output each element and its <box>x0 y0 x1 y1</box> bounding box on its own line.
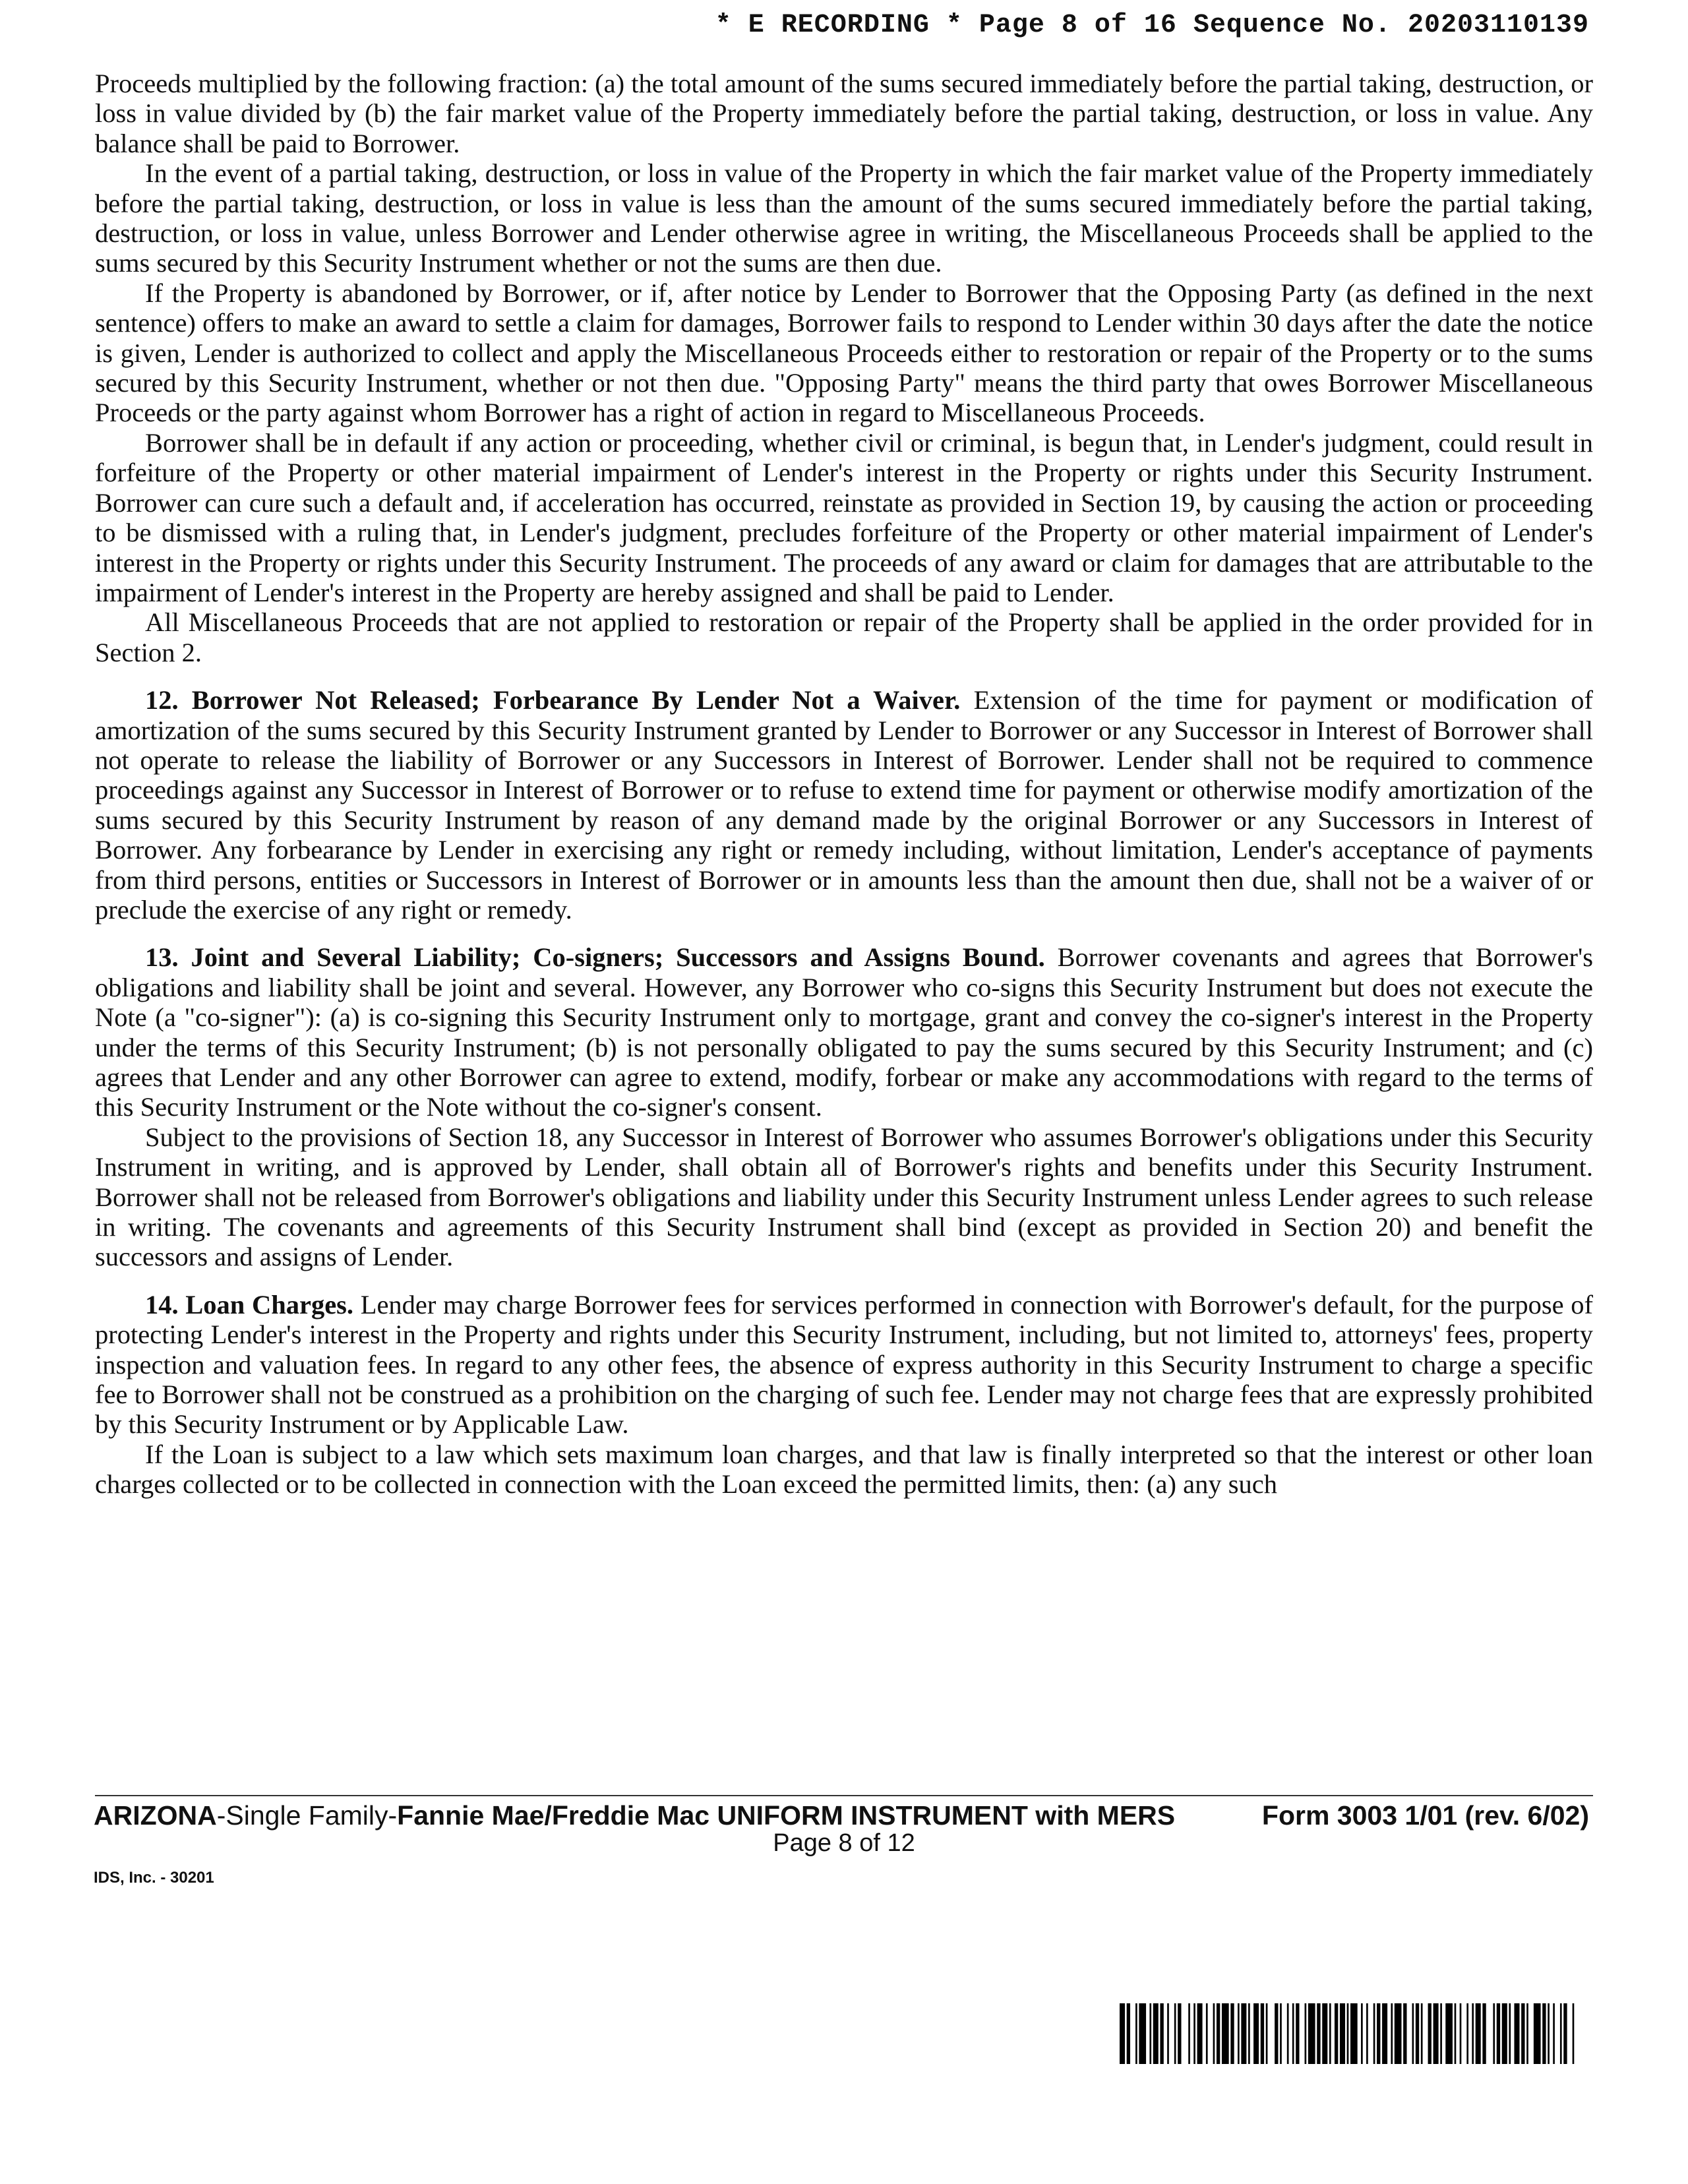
footer-form-title <box>94 1800 1175 1831</box>
barcode-bar <box>1335 2003 1338 2064</box>
barcode-bar <box>1433 2003 1439 2064</box>
barcode-bar <box>1493 2003 1495 2064</box>
barcode-bar <box>1193 2003 1195 2064</box>
footer-instrument: Fannie Mae/Freddie Mac UNIFORM INSTRUMENT with MERS <box>397 1800 1176 1831</box>
barcode-bar <box>1261 2003 1264 2064</box>
barcode-bar <box>1382 2003 1387 2064</box>
barcode-bar <box>1534 2003 1541 2064</box>
barcode-bar <box>1322 2003 1327 2064</box>
barcode-bar <box>1329 2003 1331 2064</box>
section-12-title: 12. Borrower Not Released; Forbearance By Lender Not a Waiver. <box>145 685 961 715</box>
footer-family: -Single Family- <box>216 1800 398 1831</box>
barcode-bar <box>1373 2003 1375 2064</box>
paragraph-partial-taking: In the event of a partial taking, destruction, or loss in value of the Property in which the fair market value of the Property immediately before the partial taking, destruction, or loss in value is less than the amount of the sums secured immediately before the partial taking, destruction, or loss in value, unless Borrower and Lender otherwise agree in writing, the Miscellaneous Proceeds shall be applied to the sums secured by this Security Instrument whether or not the sums are then due. <box>95 158 1593 278</box>
barcode-bar <box>1548 2003 1550 2064</box>
barcode-bar <box>1391 2003 1393 2064</box>
barcode-bar <box>1188 2003 1190 2064</box>
barcode-bar <box>1127 2003 1130 2064</box>
barcode-bar <box>1560 2003 1562 2064</box>
barcode-bar <box>1412 2003 1414 2064</box>
barcode-bar <box>1139 2003 1146 2064</box>
barcode-bar <box>1266 2003 1268 2064</box>
barcode-bar <box>1287 2003 1289 2064</box>
barcode-bar <box>1563 2003 1567 2064</box>
footer-divider <box>95 1795 1593 1796</box>
barcode-bar <box>1514 2003 1519 2064</box>
footer-state: ARIZONA <box>94 1800 217 1831</box>
barcode-bar <box>1421 2003 1423 2064</box>
barcode-bar <box>1476 2003 1481 2064</box>
barcode-bar <box>1509 2003 1511 2064</box>
barcode-bar <box>1366 2003 1368 2064</box>
paragraph-abandoned-property: If the Property is abandoned by Borrower, or if, after notice by Lender to Borrower that the Opposing Party (as defined in the next sentence) offers to make an award to settle a claim for damages, Borrower fails to respond to Lender within 30 days after the date the notice is given, Lender is authorized to collect and apply the Miscellaneous Proceeds either to restoration or repair of the Property or to the sums secured by this Security Instrument, whether or not then due. "Opposing Party" means the third party that owes Borrower Miscellaneous Proceeds or the party against whom Borrower has a right of action in regard to Miscellaneous Proceeds. <box>95 278 1593 428</box>
barcode-bar <box>1241 2003 1246 2064</box>
barcode-bar <box>1428 2003 1432 2064</box>
barcode-bar <box>1153 2003 1159 2064</box>
barcode-bar <box>1526 2003 1528 2064</box>
barcode-bar <box>1167 2003 1169 2064</box>
barcode-bar <box>1466 2003 1468 2064</box>
barcode-bar <box>1521 2003 1524 2064</box>
section-13 <box>95 942 1593 1122</box>
barcode-bar <box>1248 2003 1250 2064</box>
barcode-bar <box>1149 2003 1151 2064</box>
barcode-bar <box>1553 2003 1555 2064</box>
barcode-bar <box>1160 2003 1163 2064</box>
barcode-bar <box>1455 2003 1457 2064</box>
section-13-paragraph-2: Subject to the provisions of Section 18, any Successor in Interest of Borrower who assumes Borrower's obligations under this Security Instrument in writing, and is approved by Lender, shall obtain all of Borrower's rights and benefits under this Security Instrument. Borrower shall not be released from Borrower's obligations and liability under this Security Instrument unless Lender agrees to such release in writing. The covenants and agreements of this Security Instrument shall bind (except as provided in Section 20) and benefit the successors and assigns of Lender. <box>95 1122 1593 1272</box>
barcode-bar <box>1377 2003 1380 2064</box>
section-12 <box>95 685 1593 925</box>
barcode-bar <box>1296 2003 1299 2064</box>
barcode-bar <box>1275 2003 1278 2064</box>
paragraph-misc-proceeds: All Miscellaneous Proceeds that are not applied to restoration or repair of the Property shall be applied in the order provided for in Section 2. <box>95 607 1593 667</box>
barcode-bar <box>1238 2003 1240 2064</box>
barcode-bar <box>1573 2003 1575 2064</box>
barcode-bar <box>1222 2003 1229 2064</box>
barcode <box>1120 2003 1581 2064</box>
section-13-text: Borrower covenants and agrees that Borrower's obligations and liability shall be joint and several. However, any Borrower who co-signs this Security Instrument but does not execute the Note (a "co-signer"): (a) is co-signing this Security Instrument only to mortgage, grant and convey the co-signer's interest in the Property under the terms of this Security Instrument; (b) is not personally obligated to pay the sums secured by this Security Instrument; and (c) agrees that Lender and any other Borrower can agree to extend, modify, forbear or make any accommodations with regard to the terms of this Security Instrument or the Note without the co-signer's consent. <box>95 942 1594 1122</box>
barcode-bar <box>1460 2003 1462 2064</box>
barcode-bar <box>1497 2003 1500 2064</box>
section-13-title: 13. Joint and Several Liability; Co-signers; Successors and Assigns Bound. <box>145 942 1045 973</box>
barcode-bar <box>1440 2003 1442 2064</box>
barcode-bar <box>1482 2003 1486 2064</box>
barcode-bars <box>1120 2003 1574 2064</box>
barcode-bar <box>1292 2003 1294 2064</box>
barcode-bar <box>1445 2003 1453 2064</box>
barcode-bar <box>1213 2003 1215 2064</box>
paragraph-borrower-default: Borrower shall be in default if any action or proceeding, whether civil or criminal, is begun that, in Lender's judgment, could result in forfeiture of the Property or other material impairment of Lender's interest in the Property or rights under this Security Instrument. Borrower can cure such a default and, if acceleration has occurred, reinstate as provided in Section 19, by causing the action or proceeding to be dismissed with a ruling that, in Lender's judgment, precludes forfeiture of the Property or other material impairment of Lender's interest in the Property or rights under this Security Instrument. The proceeds of any award or claim for damages that are attributable to the impairment of Lender's interest in the Property are hereby assigned and shall be paid to Lender. <box>95 427 1593 607</box>
footer-ids-id: IDS, Inc. - 30201 <box>94 1869 214 1887</box>
barcode-bar <box>1120 2003 1125 2064</box>
barcode-bar <box>1416 2003 1419 2064</box>
section-12-text: Extension of the time for payment or modification of amortization of the sums secured by this Security Instrument granted by Lender to Borrower or any Successor in Interest of Borrower shall not operate to release the liability of Borrower or any Successors in Interest of Borrower. Lender shall not be required to commence proceedings against any Successor in Interest of Borrower or to refuse to extend time for payment or otherwise modify amortization of the sums secured by this Security Instrument by reason of any demand made by the original Borrower or any Successors in Interest of Borrower. Any forbearance by Lender in exercising any right or remedy including, without limitation, Lender's acceptance of payments from third persons, entities or Successors in Interest of Borrower or in amounts less than the amount then due, shall not be a waiver of or preclude the exercise of any right or remedy. <box>95 685 1594 925</box>
barcode-bar <box>1472 2003 1474 2064</box>
paragraph-proceeds-fraction: Proceeds multiplied by the following fraction: (a) the total amount of the sums secured immediately before the partial taking, destruction, or loss in value divided by (b) the fair market value of the Property immediately before the partial taking, destruction, or loss in value. Any balance shall be paid to Borrower. <box>95 69 1593 158</box>
section-14-paragraph-2: If the Loan is subject to a law which sets maximum loan charges, and that law is finally interpreted so that the interest or other loan charges collected or to be collected in connection with the Loan exceed the permitted limits, then: (a) any such <box>95 1439 1593 1500</box>
recording-header: * E RECORDING * Page 8 of 16 Sequence No. 20203110139 <box>715 11 1589 40</box>
barcode-bar <box>1197 2003 1203 2064</box>
barcode-bar <box>1230 2003 1234 2064</box>
barcode-bar <box>1305 2003 1307 2064</box>
footer-form-number: Form 3003 1/01 (rev. 6/02) <box>1261 1800 1589 1831</box>
barcode-bar <box>1206 2003 1208 2064</box>
barcode-bar <box>1340 2003 1345 2064</box>
barcode-bar <box>1317 2003 1320 2064</box>
section-14-title: 14. Loan Charges. <box>145 1289 354 1320</box>
section-14-text: Lender may charge Borrower fees for services performed in connection with Borrower's default, for the purpose of protecting Lender's interest in the Property and rights under this Security Instrument, including, but not limited to, attorneys' fees, property inspection and valuation fees. In regard to any other fees, the absence of express authority in this Security Instrument to charge a specific fee to Borrower shall not be construed as a prohibition on the charging of such fee. Lender may not charge fees that are expressly prohibited by this Security Instrument or by Applicable Law. <box>95 1289 1594 1440</box>
barcode-bar <box>1350 2003 1358 2064</box>
barcode-bar <box>1174 2003 1176 2064</box>
barcode-bar <box>1403 2003 1406 2064</box>
barcode-bar <box>1347 2003 1349 2064</box>
barcode-bar <box>1542 2003 1546 2064</box>
barcode-bar <box>1361 2003 1363 2064</box>
barcode-bar <box>1178 2003 1181 2064</box>
barcode-bar <box>1253 2003 1259 2064</box>
barcode-bar <box>1395 2003 1402 2064</box>
barcode-bar <box>1502 2003 1507 2064</box>
section-14 <box>95 1290 1593 1440</box>
document-body <box>95 69 1593 1500</box>
barcode-bar <box>1135 2003 1137 2064</box>
barcode-bar <box>1280 2003 1282 2064</box>
footer-page-number: Page 8 of 12 <box>773 1829 915 1857</box>
barcode-bar <box>1217 2003 1220 2064</box>
barcode-bar <box>1308 2003 1315 2064</box>
